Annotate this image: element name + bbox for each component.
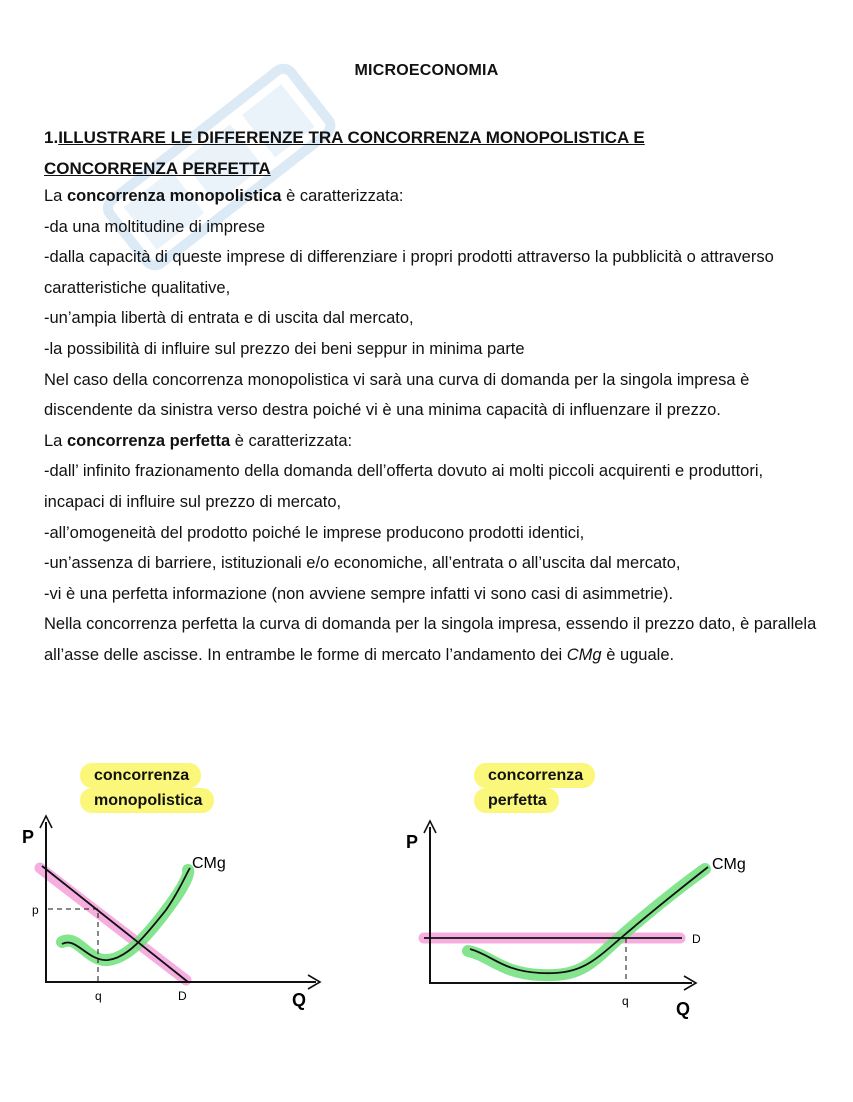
question-line-1: ILLUSTRARE LE DIFFERENZE TRA CONCORRENZA MONOPOLISTICA E bbox=[58, 128, 645, 147]
list-item: -all’omogeneità del prodotto poiché le imprese producono prodotti identici, bbox=[44, 523, 585, 542]
demand-label: D bbox=[692, 932, 701, 946]
chart-2-title bbox=[474, 763, 595, 813]
paragraph-monopolistic-intro: La concorrenza monopolistica è caratterizzata: bbox=[44, 187, 404, 205]
x-axis-label: Q bbox=[676, 999, 691, 1019]
question-heading bbox=[44, 122, 645, 184]
list-item: -un’assenza di barriere, istituzionali e/o economiche, all’entrata o all’uscita dal mercato, bbox=[44, 554, 681, 573]
chart-1-title-line-2: monopolistica bbox=[80, 788, 214, 813]
chart-monopolistic bbox=[18, 810, 338, 1010]
document-body bbox=[44, 181, 819, 671]
list-item: -da una moltitudine di imprese bbox=[44, 217, 266, 236]
chart-2-title-line-1: concorrenza bbox=[474, 763, 595, 788]
cmg-label: CMg bbox=[712, 856, 746, 873]
y-axis-label: P bbox=[22, 827, 35, 847]
paragraph-monopolistic-demand: Nel caso della concorrenza monopolistica vi sarà una curva di domanda per la singola impresa è discendente da sinistra verso destra poiché vi è una minima capacità di influenzare il prezzo. bbox=[44, 370, 750, 420]
chart-perfect bbox=[400, 815, 760, 1020]
term-perfect: concorrenza perfetta bbox=[66, 431, 231, 450]
paragraph-perfect-demand: Nella concorrenza perfetta la curva di domanda per la singola impresa, essendo il prezzo dato, è parallela all’asse delle ascisse. In entrambe le forme di mercato l’andamento dei CMg è uguale. bbox=[44, 615, 817, 664]
list-item: -vi è una perfetta informazione (non avviene sempre infatti vi sono casi di asimmetrie). bbox=[44, 584, 674, 603]
chart-1-title bbox=[80, 763, 214, 813]
term-cmg: CMg bbox=[566, 645, 602, 664]
cmg-label: CMg bbox=[192, 855, 226, 872]
document-title: MICROECONOMIA bbox=[354, 62, 499, 79]
cmg-highlight bbox=[62, 870, 188, 960]
list-item: -un’ampia libertà di entrata e di uscita dal mercato, bbox=[44, 309, 414, 328]
list-item: -dall’ infinito frazionamento della domanda dell’offerta dovuto ai molti piccoli acquirenti e produttori, incapaci di influire sul prezzo di mercato, bbox=[44, 462, 764, 511]
demand-label: D bbox=[178, 989, 187, 1003]
question-number: 1. bbox=[44, 128, 59, 147]
term-monopolistic: concorrenza monopolistica bbox=[66, 187, 282, 205]
chart-2-title-line-2: perfetta bbox=[474, 788, 559, 813]
list-item: -dalla capacità di queste imprese di differenziare i propri prodotti attraverso la pubblicità o attraverso caratteristiche qualitative, bbox=[44, 248, 774, 297]
price-label: p bbox=[32, 903, 39, 917]
quantity-label: q bbox=[622, 994, 629, 1008]
y-axis-label: P bbox=[406, 832, 419, 852]
quantity-label: q bbox=[95, 989, 102, 1003]
question-line-2: CONCORRENZA PERFETTA bbox=[44, 159, 271, 178]
chart-1-title-line-1: concorrenza bbox=[80, 763, 201, 788]
x-axis-label: Q bbox=[292, 990, 307, 1010]
paragraph-perfect-intro: La concorrenza perfetta è caratterizzata: bbox=[44, 431, 353, 450]
cmg-highlight bbox=[468, 869, 705, 975]
list-item: -la possibilità di influire sul prezzo dei beni seppur in minima parte bbox=[44, 339, 525, 358]
